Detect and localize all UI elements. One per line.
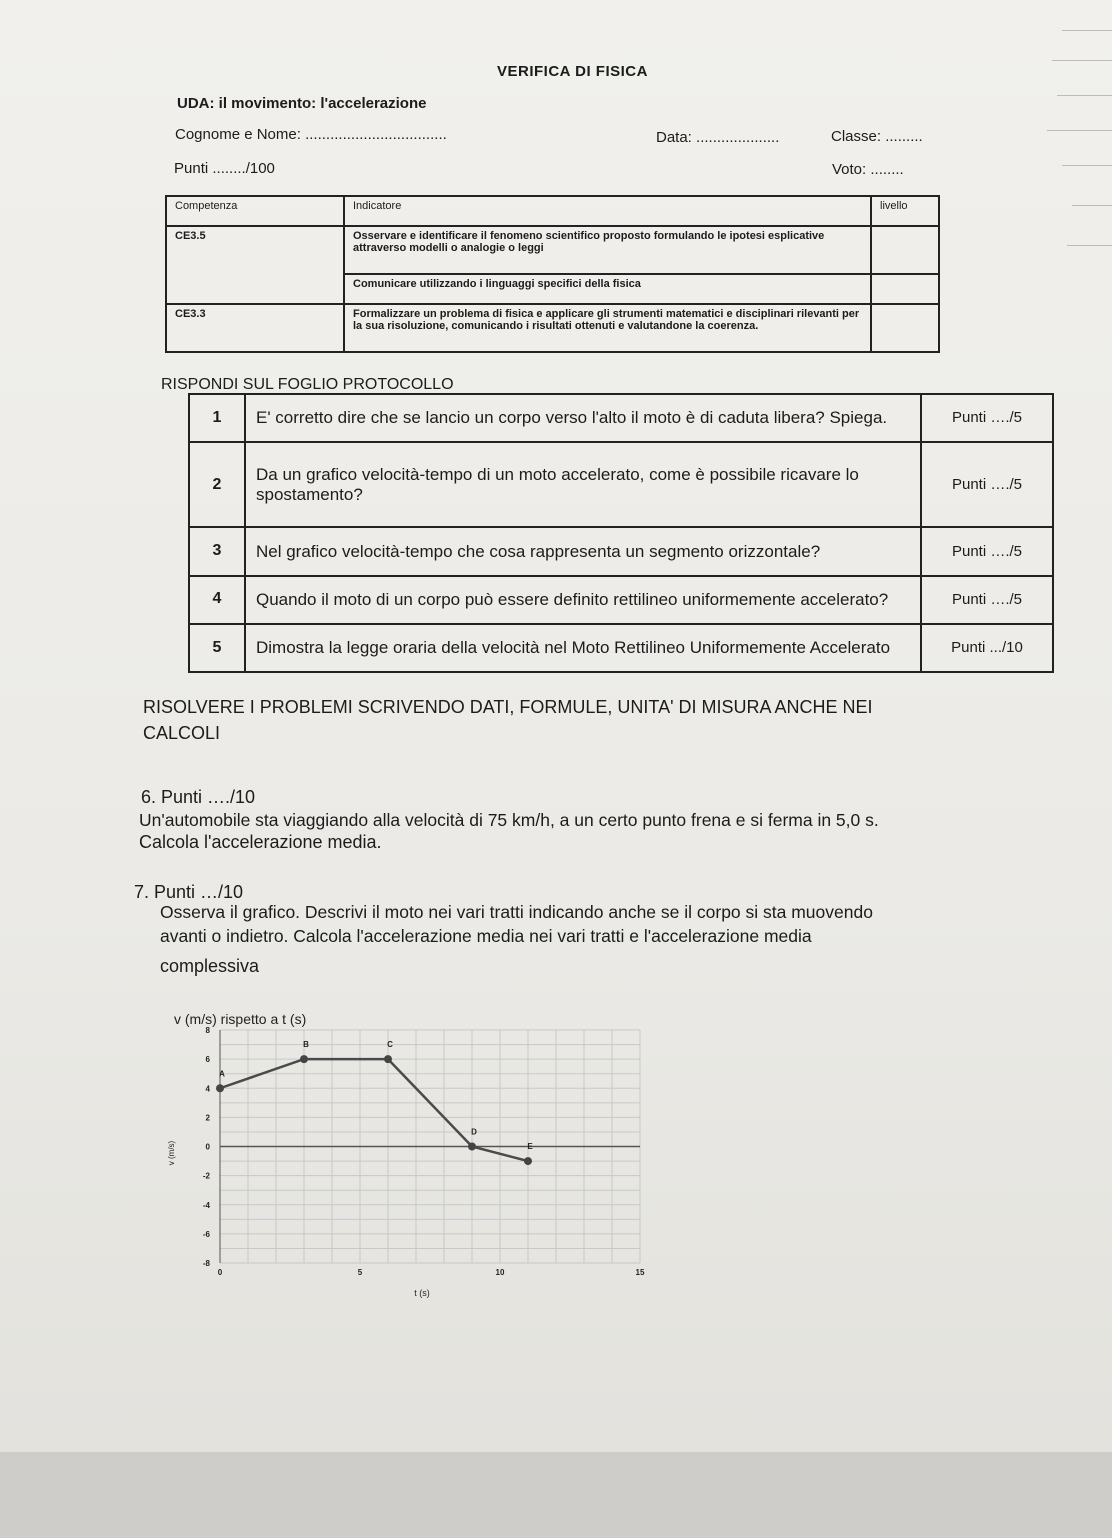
velocity-time-chart xyxy=(160,1008,680,1308)
question-row xyxy=(189,527,1053,575)
class-blank: ......... xyxy=(885,128,923,145)
question-text: Nel grafico velocità-tempo che cosa rappresenta un segmento orizzontale? xyxy=(245,527,921,575)
class-field xyxy=(831,128,923,145)
data-point xyxy=(384,1055,392,1063)
vote-label: Voto: xyxy=(832,161,871,178)
indicator-cell: Formalizzare un problema di fisica e applicare gli strumenti matematici e disciplinari rilevanti per la sua risoluzione, comunicando i risultati ottenuti e valutandone la coerenza. xyxy=(344,304,871,352)
vote-blank: ........ xyxy=(870,161,904,178)
background-page-lines xyxy=(1042,0,1112,300)
date-field xyxy=(656,129,779,146)
data-point xyxy=(216,1084,224,1092)
problem-6-label: 6. Punti …./10 xyxy=(141,787,256,807)
point-label: D xyxy=(471,1127,477,1137)
vote-field xyxy=(832,161,904,178)
problem-7-text: avanti o indietro. Calcola l'accelerazione media nei vari tratti e l'accelerazione media xyxy=(160,926,812,946)
point-label: E xyxy=(527,1142,533,1152)
problem-7-text: Osserva il grafico. Descrivi il moto nei vari tratti indicando anche se il corpo si sta muovendo xyxy=(160,902,873,922)
uda-title: UDA: il movimento: l'accelerazione xyxy=(177,95,427,112)
data-point xyxy=(300,1055,308,1063)
problems-instruction-line1: RISOLVERE I PROBLEMI SCRIVENDO DATI, FORMULE, UNITA' DI MISURA ANCHE NEI xyxy=(143,697,873,717)
name-label: Cognome e Nome: xyxy=(175,126,306,143)
data-point xyxy=(468,1143,476,1151)
points-label: Punti xyxy=(174,160,213,177)
question-text: Quando il moto di un corpo può essere definito rettilineo uniformemente accelerato? xyxy=(245,576,921,624)
level-header: livello xyxy=(871,196,939,226)
points-blank: ........ xyxy=(212,160,246,177)
question-number: 1 xyxy=(189,394,245,442)
y-tick-label: -4 xyxy=(202,1200,210,1210)
indicator-cell: Comunicare utilizzando i linguaggi specifici della fisica xyxy=(344,274,871,304)
competence-table xyxy=(165,195,940,353)
class-label: Classe: xyxy=(831,128,886,145)
y-tick-label: -6 xyxy=(202,1229,210,1239)
problem-6-text: Calcola l'accelerazione media. xyxy=(139,832,382,852)
competence-cell: CE3.3 xyxy=(166,304,344,352)
data-point xyxy=(524,1157,532,1165)
question-row xyxy=(189,624,1053,672)
chart-grid xyxy=(220,1030,640,1263)
question-number: 4 xyxy=(189,576,245,624)
question-number: 3 xyxy=(189,527,245,575)
x-axis-label: t (s) xyxy=(414,1288,430,1298)
x-tick-label: 15 xyxy=(635,1268,645,1277)
name-field xyxy=(175,126,447,143)
y-tick-label: 8 xyxy=(205,1026,210,1035)
level-cell xyxy=(871,274,939,304)
problem-7-text: complessiva xyxy=(160,956,260,976)
points-total: /100 xyxy=(245,160,275,177)
question-points: Punti …./5 xyxy=(921,527,1053,575)
question-row xyxy=(189,394,1053,442)
question-text: Dimostra la legge oraria della velocità nel Moto Rettilineo Uniformemente Accelerato xyxy=(245,624,921,672)
problem-6-text: Un'automobile sta viaggiando alla velocità di 75 km/h, a un certo punto frena e si ferma in 5,0 s. xyxy=(139,810,879,830)
y-tick-label: 4 xyxy=(205,1084,210,1094)
questions-table xyxy=(188,393,1054,673)
name-blank: .................................. xyxy=(305,126,447,143)
question-row xyxy=(189,442,1053,527)
question-text: E' corretto dire che se lancio un corpo verso l'alto il moto è di caduta libera? Spiega. xyxy=(245,394,921,442)
question-points: Punti …./5 xyxy=(921,394,1053,442)
question-row xyxy=(189,576,1053,624)
indicator-cell: Osservare e identificare il fenomeno scientifico proposto formulando le ipotesi esplicative attraverso modelli o analogie o leggi xyxy=(344,226,871,274)
competence-cell: CE3.5 xyxy=(166,226,344,304)
indicator-header: Indicatore xyxy=(344,196,871,226)
level-cell xyxy=(871,226,939,274)
point-label: B xyxy=(303,1040,309,1050)
question-text: Da un grafico velocità-tempo di un moto accelerato, come è possibile ricavare lo spostamento? xyxy=(245,442,921,527)
x-tick-label: 10 xyxy=(495,1268,505,1277)
level-cell xyxy=(871,304,939,352)
question-points: Punti …./5 xyxy=(921,442,1053,527)
chart-svg xyxy=(160,1008,680,1308)
x-tick-label: 0 xyxy=(217,1268,223,1277)
background-surface xyxy=(0,1452,1112,1538)
point-label: A xyxy=(219,1069,225,1079)
date-blank: .................... xyxy=(696,129,780,146)
problems-instruction-line2: CALCOLI xyxy=(143,723,221,743)
points-field xyxy=(174,160,275,177)
question-number: 2 xyxy=(189,442,245,527)
y-tick-label: 6 xyxy=(205,1055,210,1065)
section-answer-title: RISPONDI SUL FOGLIO PROTOCOLLO xyxy=(161,376,454,393)
chart-ticks xyxy=(203,1026,645,1277)
problem-7-label: 7. Punti …/10 xyxy=(134,882,244,902)
y-axis-label: v (m/s) xyxy=(167,1140,176,1166)
y-tick-label: -2 xyxy=(202,1171,210,1181)
competence-header: Competenza xyxy=(166,196,344,226)
y-tick-label: -8 xyxy=(202,1259,210,1268)
chart-title: v (m/s) rispetto a t (s) xyxy=(174,1011,307,1027)
page-title: VERIFICA DI FISICA xyxy=(497,63,648,80)
y-tick-label: 2 xyxy=(205,1113,210,1123)
date-label: Data: xyxy=(656,129,697,146)
question-points: Punti .../10 xyxy=(921,624,1053,672)
point-label: C xyxy=(387,1040,393,1050)
x-tick-label: 5 xyxy=(357,1268,363,1277)
question-number: 5 xyxy=(189,624,245,672)
y-tick-label: 0 xyxy=(205,1142,210,1152)
question-points: Punti …./5 xyxy=(921,576,1053,624)
